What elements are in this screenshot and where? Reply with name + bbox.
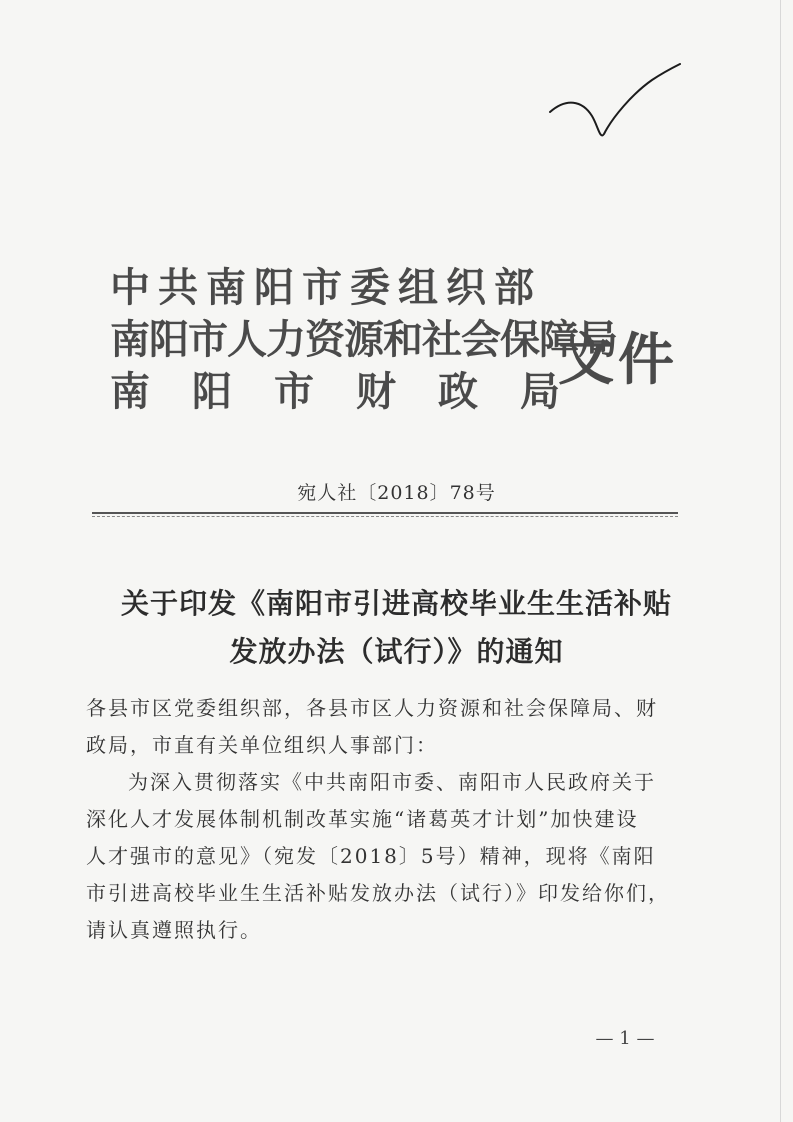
body-line: 请认真遵照执行。	[86, 918, 262, 942]
body-line: 深化人才发展体制机制改革实施“诸葛英才计划”加快建设	[86, 807, 639, 831]
issuer-hr-social-security: 南阳市人力资源和社会保障局	[110, 316, 617, 363]
handwritten-signature	[548, 60, 688, 150]
page-number: — 1 —	[595, 1028, 655, 1049]
document-number: 宛人社〔2018〕78号	[297, 482, 496, 504]
scan-edge	[780, 0, 781, 1122]
issuing-authorities	[110, 262, 617, 418]
body-line: 为深入贯彻落实《中共南阳市委、南阳市人民政府关于	[128, 770, 656, 794]
notice-title-line-1: 关于印发《南阳市引进高校毕业生生活补贴	[120, 587, 672, 620]
document-type: 文件	[558, 327, 678, 393]
issuer-organization-dept: 中共南阳市委组织部	[110, 264, 542, 311]
body-line: 人才强市的意见》（宛发〔2018〕5号）精神，现将《南阳	[86, 844, 656, 868]
header-divider-secondary	[92, 516, 678, 517]
body-line: 市引进高校毕业生生活补贴发放办法（试行）》印发给你们，	[86, 881, 670, 905]
header-divider	[92, 512, 678, 514]
body-line: 各县市区党委组织部，各县市区人力资源和社会保障局、财	[86, 696, 658, 720]
notice-title-line-2: 发放办法（试行）》的通知	[229, 635, 564, 668]
issuer-finance-bureau: 南阳市财政局	[110, 368, 602, 415]
notice-body	[86, 690, 686, 949]
body-line: 政局，市直有关单位组织人事部门：	[86, 733, 438, 757]
